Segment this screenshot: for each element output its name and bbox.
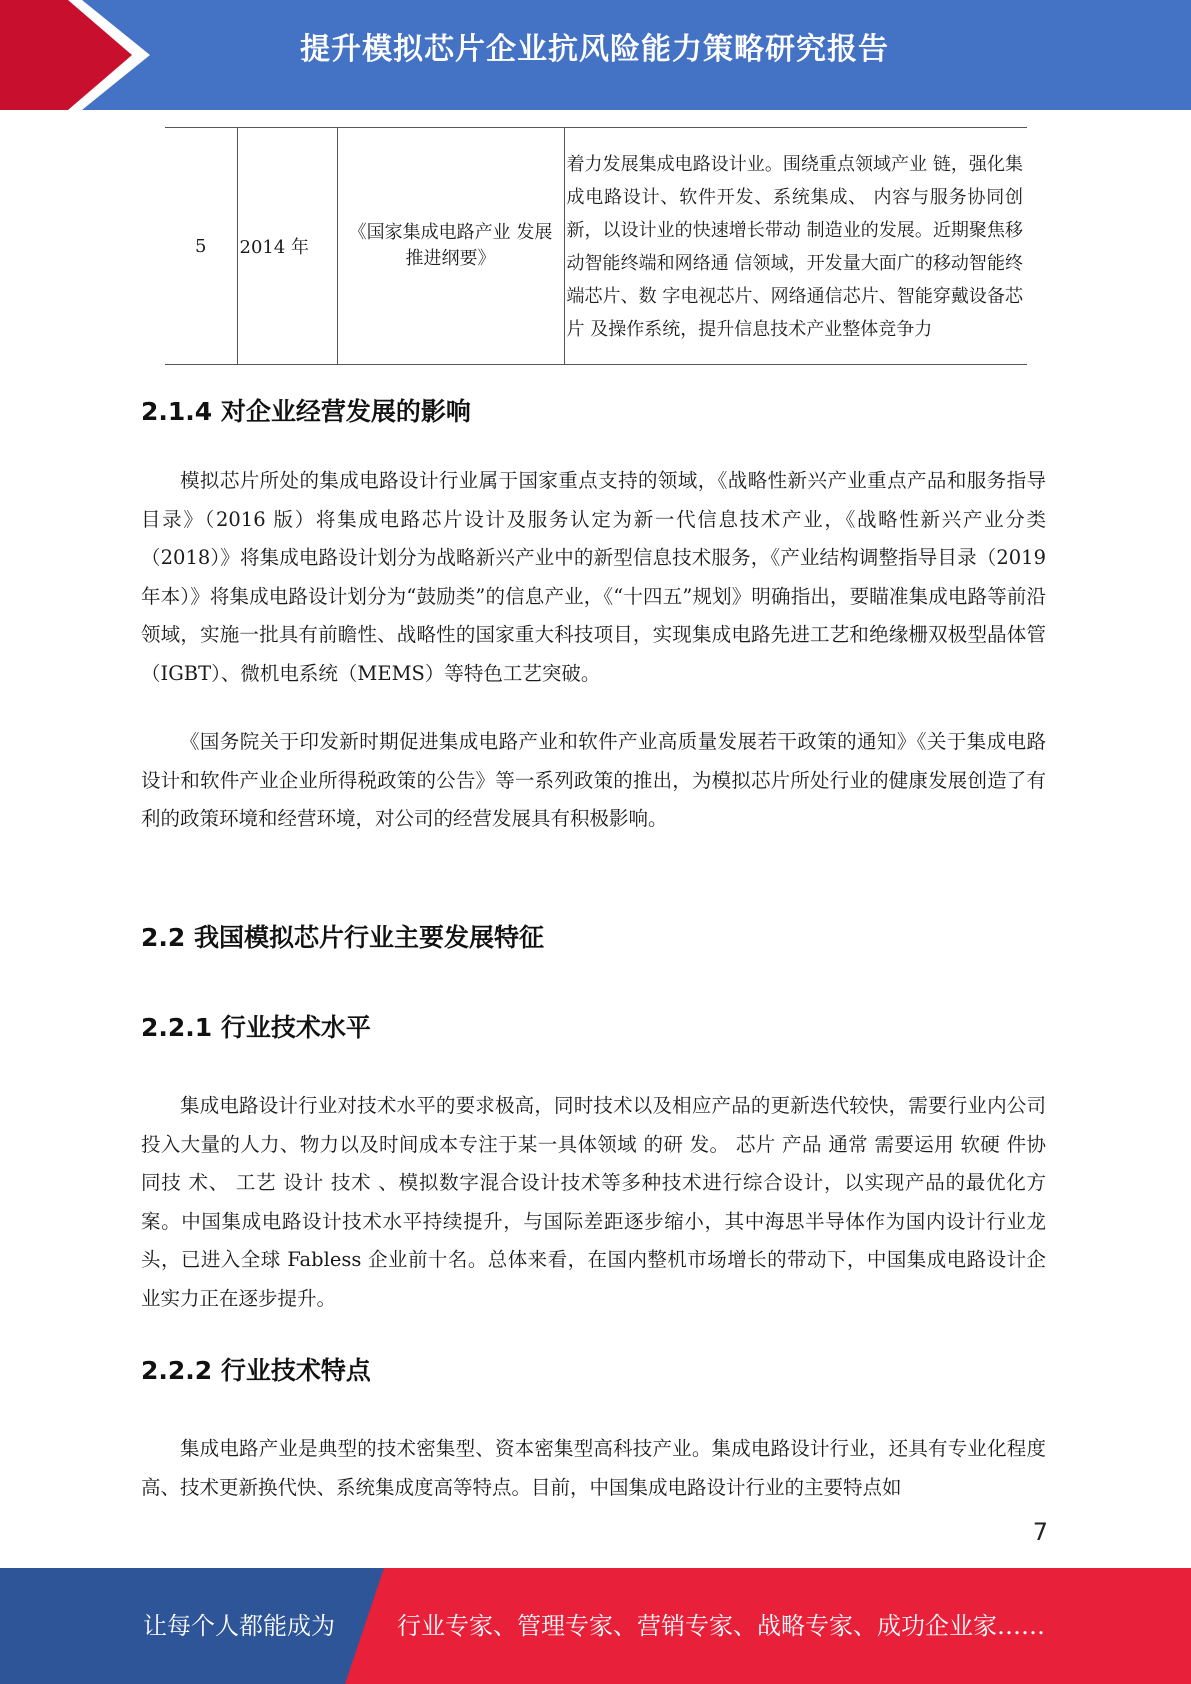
section-heading-2-2: 2.2 我国模拟芯片行业主要发展特征 xyxy=(141,923,544,952)
row-policy-description: 着力发展集成电路设计业。围绕重点领域产业 链，强化集成电路设计、软件开发、系统集成、 内容与服务协同创新，以设计业的快速增长带动 制造业的发展。近期聚焦移动智能终端和网络通 信领域，开发量大面广的移动智能终端芯片、数 字电视芯片、网络通信芯片、智能穿戴设备芯片 及操作系统，提升信息技术产业整体竞争力 xyxy=(564,128,1027,365)
paragraph: 《国务院关于印发新时期促进集成电路产业和软件产业高质量发展若干政策的通知》《关于集成电路设计和软件产业企业所得税政策的公告》等一系列政策的推出，为模拟芯片所处行业的健康发展创造了有利的政策环境和经营环境，对公司的经营发展具有积极影响。 xyxy=(141,730,1046,830)
page-footer xyxy=(0,1568,1191,1684)
row-year: 2014 年 xyxy=(237,128,337,365)
section-heading-2-2-1: 2.2.1 行业技术水平 xyxy=(141,1013,371,1042)
footer-slogan-left: 让每个人都能成为 xyxy=(143,1612,335,1640)
page-number: 7 xyxy=(1032,1518,1048,1546)
header-red-arrow xyxy=(0,0,150,110)
report-title: 提升模拟芯片企业抗风险能力策略研究报告 xyxy=(300,32,889,67)
policy-table xyxy=(165,127,1027,365)
footer-slogan-right: 行业专家、管理专家、营销专家、战略专家、成功企业家…… xyxy=(397,1612,1045,1640)
paragraph: 集成电路产业是典型的技术密集型、资本密集型高科技产业。集成电路设计行业，还具有专业化程度高、技术更新换代快、系统集成度高等特点。目前，中国集成电路设计行业的主要特点如 xyxy=(141,1437,1046,1499)
section-heading-2-2-2: 2.2.2 行业技术特点 xyxy=(141,1356,371,1385)
page-header xyxy=(0,0,1191,110)
table-row xyxy=(165,128,1027,365)
section-heading-2-1-4: 2.1.4 对企业经营发展的影响 xyxy=(141,397,471,426)
paragraph: 模拟芯片所处的集成电路设计行业属于国家重点支持的领域，《战略性新兴产业重点产品和服务指导目录》（2016 版）将集成电路芯片设计及服务认定为新一代信息技术产业，《战略性新兴产业分类（2018）》将集成电路设计划分为战略新兴产业中的新型信息技术服务，《产业结构调整指导目录（2019 年本）》将集成电路设计划分为“鼓励类”的信息产业，《“十四五”规划》明确指出，要瞄准集成电路等前沿领域，实施一批具有前瞻性、战略性的国家重大科技项目，实现集成电路先进工艺和绝缘栅双极型晶体管（IGBT）、微机电系统（MEMS）等特色工艺突破。 xyxy=(141,469,1046,685)
row-policy-name: 《国家集成电路产业 发展推进纲要》 xyxy=(337,128,564,365)
row-number: 5 xyxy=(165,128,237,365)
paragraph: 集成电路设计行业对技术水平的要求极高，同时技术以及相应产品的更新迭代较快，需要行业内公司投入大量的人力、物力以及时间成本专注于某一具体领域 的研 发。 芯片 产品 通常 需要运用 软硬 件协 同技 术、 工艺 设计 技术 、模拟数字混合设计技术等多种技术进行综合设计，以实现产品的最优化方案。中国集成电路设计技术水平持续提升，与国际差距逐步缩小，其中海思半导体作为国内设计行业龙头，已进入全球 Fabless 企业前十名。总体来看，在国内整机市场增长的带动下，中国集成电路设计企业实力正在逐步提升。 xyxy=(141,1094,1046,1310)
